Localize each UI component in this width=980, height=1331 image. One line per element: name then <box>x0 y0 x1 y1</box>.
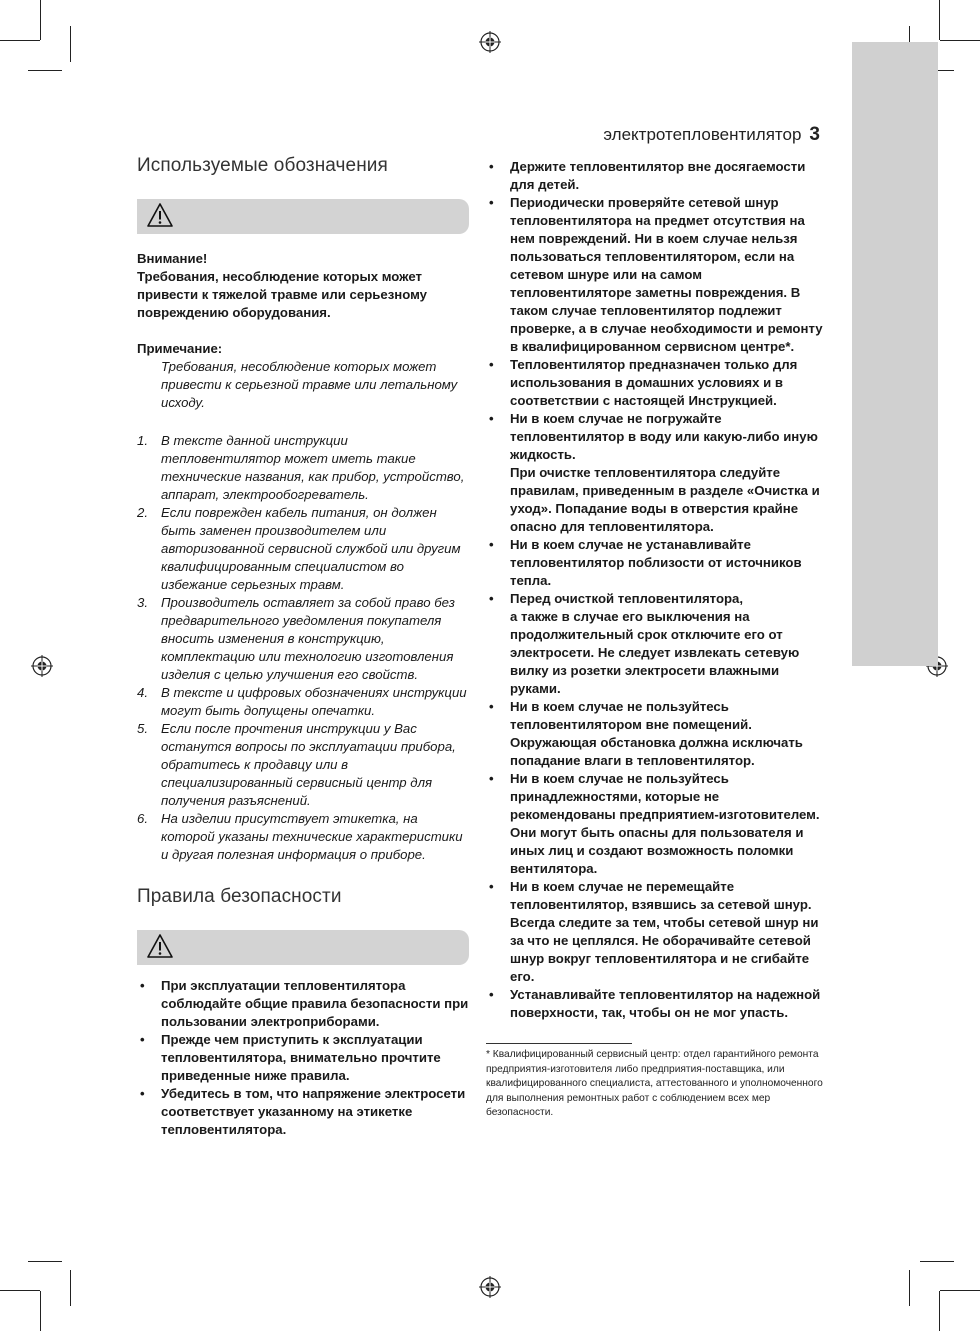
registration-mark-icon <box>479 31 501 53</box>
list-item <box>137 977 469 1031</box>
list-number: 4. <box>137 685 148 700</box>
list-text: Ни в коем случае не погружайте тепловентилятор в воду или какую-либо иную жидкость. <box>510 411 818 462</box>
bullet: • <box>489 987 494 1002</box>
list-text-continued: При очистке тепловентилятора следуйте правилам, приведенным в разделе «Очистка и уход». Попадание воды в отверстия крайне опасно для тепловентилятора. <box>510 465 820 534</box>
left-column <box>137 155 469 1139</box>
bullet: • <box>140 1032 145 1047</box>
warning-bar <box>137 930 469 965</box>
list-item <box>486 194 824 356</box>
list-text: При эксплуатации тепловентилятора соблюдайте общие правила безопасности при пользовании электроприборами. <box>161 978 469 1029</box>
crop-mark-icon <box>0 1290 40 1291</box>
list-text: Устанавливайте тепловентилятор на надежной поверхности, так, чтобы он не мог упасть. <box>510 987 821 1020</box>
list-text: Ни в коем случае не пользуйтесь принадлежностями, которые не рекомендованы предприятием-изготовителем. Они могут быть опасны для пользователя и иных лиц и создают возможность поломки вентилятора. <box>510 771 820 876</box>
crop-mark-icon <box>40 1291 41 1331</box>
safety-rules-list <box>137 977 469 1139</box>
bullet: • <box>140 1086 145 1101</box>
list-text: Убедитесь в том, что напряжение электросети соответствует указанному на этикетке тепловентилятора. <box>161 1086 466 1137</box>
bullet: • <box>489 195 494 210</box>
bullet: • <box>489 159 494 174</box>
list-item <box>137 1031 469 1085</box>
bullet: • <box>489 879 494 894</box>
list-number: 2. <box>137 505 148 520</box>
footnote: * Квалифицированный сервисный центр: отдел гарантийного ремонта предприятия-изготовителя либо предприятия-поставщика, или квалифицированного специалиста, аттестованного и уполномоченного для выполнения ремонтных работ с соблюдением всех мер безопасности. <box>486 1049 823 1118</box>
registration-mark-icon <box>31 655 53 677</box>
safety-section-title: Правила безопасности <box>137 886 342 907</box>
crop-mark-icon <box>0 40 40 41</box>
crop-mark-icon <box>939 1291 940 1331</box>
crop-mark-icon <box>940 40 980 41</box>
note-text: Требования, несоблюдение которых может привести к серьезной травме или летальному исходу. <box>161 359 458 410</box>
notes-list <box>137 432 469 864</box>
list-item <box>137 1085 469 1139</box>
crop-mark-icon <box>940 1290 980 1291</box>
list-text: Перед очисткой тепловентилятора, <box>510 591 744 606</box>
list-number: 5. <box>137 721 148 736</box>
list-item <box>137 684 469 720</box>
list-item <box>137 720 469 810</box>
page-number: 3 <box>809 124 820 145</box>
warning-bar <box>137 199 469 234</box>
list-text: Периодически проверяйте сетевой шнур тепловентилятора на предмет отсутствия на нем повреждений. Ни в коем случае нельзя пользоваться тепловентилятором, если на сетевом шнуре или на самом тепловентиляторе заметны повреждения. В таком случае тепловентилятор подлежит проверке, а в случае необходимости и ремонту в квалифицированном сервисном центре*. <box>510 195 823 354</box>
crop-mark-icon <box>28 1261 62 1262</box>
list-text-continued: а также в случае его выключения на продолжительный срок отключите его от электросети. Не следует извлекать сетевую вилку из розетки электросети влажными руками. <box>510 609 800 696</box>
bullet: • <box>140 978 145 993</box>
list-item <box>137 504 469 594</box>
warning-label: Внимание! <box>137 251 208 266</box>
list-item <box>137 432 469 504</box>
bullet: • <box>489 411 494 426</box>
list-number: 1. <box>137 433 148 448</box>
crop-mark-icon <box>70 1270 71 1306</box>
list-text: Ни в коем случае не перемещайте тепловентилятор, взявшись за сетевой шнур. Всегда следите за тем, чтобы сетевой шнур ни за что не цеплялся. Не оборачивайте сетевой шнур вокруг тепловентилятора и не сгибайте его. <box>510 879 819 984</box>
list-item <box>486 590 824 698</box>
list-item <box>486 356 824 410</box>
bullet: • <box>489 537 494 552</box>
crop-mark-icon <box>939 0 940 40</box>
list-item <box>486 878 824 986</box>
right-column <box>486 158 824 1131</box>
list-item <box>486 410 824 536</box>
warning-triangle-icon <box>146 202 174 228</box>
list-item <box>486 698 824 770</box>
crop-mark-icon <box>40 0 41 40</box>
crop-mark-icon <box>70 26 71 62</box>
list-text: Если после прочтения инструкции у Вас останутся вопросы по эксплуатации прибора, обратитесь к продавцу или в специализированный сервисный центр для получения разъяснений. <box>161 721 456 808</box>
crop-mark-icon <box>920 1261 954 1262</box>
safety-rules-list <box>486 158 824 1022</box>
warning-triangle-icon <box>146 933 174 959</box>
symbols-section-title: Используемые обозначения <box>137 155 388 176</box>
list-text: Тепловентилятор предназначен только для использования в домашних условиях и в соответствии с настоящей Инструкцией. <box>510 357 798 408</box>
list-text: Производитель оставляет за собой право без предварительного уведомления покупателя вносить изменения в конструкцию, комплектацию или технологию изготовления изделия с целью улучшения его свойств. <box>161 595 455 682</box>
list-item <box>486 770 824 878</box>
list-text: Прежде чем приступить к эксплуатации тепловентилятора, внимательно прочтите приведенные ниже правила. <box>161 1032 441 1083</box>
list-item <box>486 536 824 590</box>
footnote-rule <box>486 1043 632 1044</box>
list-text: Если поврежден кабель питания, он должен быть заменен производителем или авторизованной сервисной службой или другим квалифицированным специалистом во избежание серьезных травм. <box>161 505 461 592</box>
bullet: • <box>489 357 494 372</box>
crop-mark-icon <box>909 1270 910 1306</box>
side-tab <box>852 42 938 666</box>
list-item <box>137 594 469 684</box>
list-text: Держите тепловентилятор вне досягаемости для детей. <box>510 159 806 192</box>
bullet: • <box>489 771 494 786</box>
list-item <box>137 810 469 864</box>
list-item <box>486 986 824 1022</box>
list-text: В тексте и цифровых обозначениях инструкции могут быть допущены опечатки. <box>161 685 467 718</box>
running-head-title: электротепловентилятор <box>603 125 802 144</box>
list-number: 6. <box>137 811 148 826</box>
list-item <box>486 158 824 194</box>
list-text: На изделии присутствует этикетка, на которой указаны технические характеристики и другая полезная информация о приборе. <box>161 811 463 862</box>
note-label: Примечание: <box>137 341 223 356</box>
crop-mark-icon <box>28 70 62 71</box>
running-head <box>603 124 820 146</box>
list-number: 3. <box>137 595 148 610</box>
warning-text: Требования, несоблюдение которых может привести к тяжелой травме или серьезному повреждению оборудования. <box>137 269 428 320</box>
list-text: Ни в коем случае не пользуйтесь тепловентилятором вне помещений. Окружающая обстановка должна исключать попадание влаги в тепловентилятор. <box>510 699 803 768</box>
bullet: • <box>489 591 494 606</box>
registration-mark-icon <box>479 1276 501 1298</box>
bullet: • <box>489 699 494 714</box>
list-text: Ни в коем случае не устанавливайте тепловентилятор поблизости от источников тепла. <box>510 537 802 588</box>
list-text: В тексте данной инструкции тепловентилятор может иметь такие технические названия, как прибор, устройство, аппарат, электрообогреватель. <box>161 433 465 502</box>
